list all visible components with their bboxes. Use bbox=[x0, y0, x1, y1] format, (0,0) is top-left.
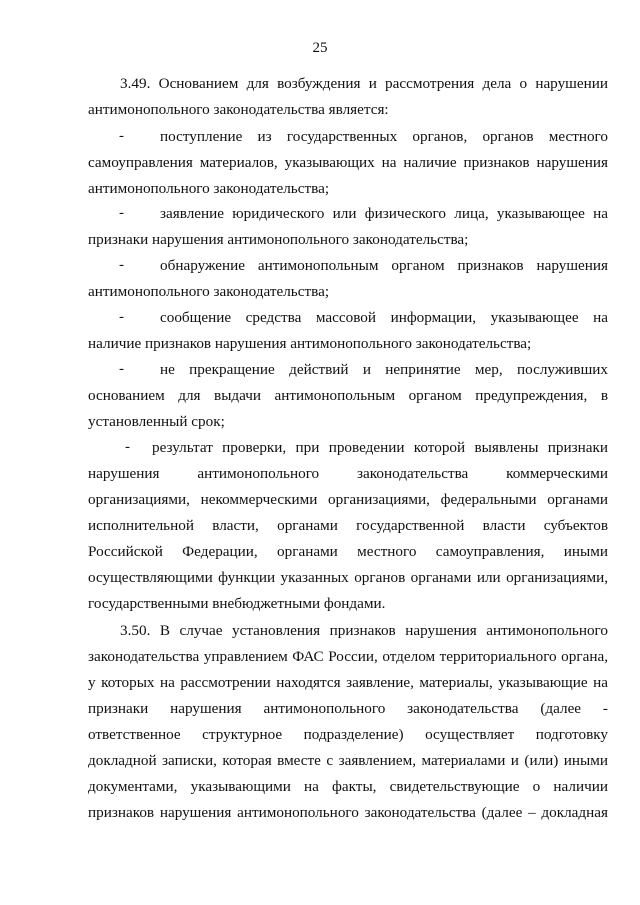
text-line: законодательства управлением ФАС России, отделом территориального органа, bbox=[88, 648, 608, 665]
text-line: поступление из государственных органов, органов местного bbox=[160, 128, 608, 145]
text-line: докладной записки, которая вместе с заявлением, материалами и (или) иными bbox=[88, 752, 608, 769]
text-line: установленный срок; bbox=[88, 413, 225, 430]
text-line: документами, указывающими на факты, свидетельствующие о наличии bbox=[88, 778, 608, 795]
bullet-dash: - bbox=[119, 309, 124, 325]
bullet-dash: - bbox=[119, 128, 124, 144]
text-line: нарушения антимонопольного законодательства коммерческими bbox=[88, 465, 608, 482]
text-line: антимонопольного законодательства; bbox=[88, 180, 330, 197]
text-line: сообщение средства массовой информации, указывающее на bbox=[160, 309, 608, 326]
text-line: основанием для выдачи антимонопольным органом предупреждения, в bbox=[88, 387, 608, 404]
text-line: наличие признаков нарушения антимонопольного законодательства; bbox=[88, 335, 532, 352]
text-line: осуществляющими функции указанных органов органами или организациями, bbox=[88, 569, 608, 586]
text-line: признаки нарушения антимонопольного законодательства; bbox=[88, 231, 469, 248]
bullet-dash: - bbox=[119, 257, 124, 273]
text-line: антимонопольного законодательства; bbox=[88, 283, 330, 300]
text-line: результат проверки, при проведении которой выявлены признаки bbox=[152, 439, 608, 456]
text-line: 3.49. Основанием для возбуждения и рассмотрения дела о нарушении bbox=[120, 75, 608, 92]
text-line: заявление юридического или физического лица, указывающее на bbox=[160, 205, 608, 222]
text-line: у которых на рассмотрении находятся заявление, материалы, указывающие на bbox=[88, 674, 608, 691]
page-number: 25 bbox=[312, 40, 328, 56]
text-line: 3.50. В случае установления признаков нарушения антимонопольного bbox=[120, 622, 608, 639]
text-line: государственными внебюджетными фондами. bbox=[88, 595, 386, 612]
text-line: организациями, некоммерческими организациями, федеральными органами bbox=[88, 491, 608, 508]
text-line: самоуправления материалов, указывающих на наличие признаков нарушения bbox=[88, 154, 608, 171]
bullet-dash: - bbox=[119, 205, 124, 221]
text-line: признаки нарушения антимонопольного законодательства (далее - bbox=[88, 700, 608, 717]
text-line: признаков нарушения антимонопольного законодательства (далее – докладная bbox=[88, 804, 608, 821]
text-line: не прекращение действий и непринятие мер, послуживших bbox=[160, 361, 608, 378]
text-line: обнаружение антимонопольным органом признаков нарушения bbox=[160, 257, 608, 274]
bullet-dash: - bbox=[125, 439, 130, 455]
text-line: исполнительной власти, органами государственной власти субъектов bbox=[88, 517, 608, 534]
text-line: Российской Федерации, органами местного самоуправления, иными bbox=[88, 543, 608, 560]
text-line: ответственное структурное подразделение) осуществляет подготовку bbox=[88, 726, 608, 743]
bullet-dash: - bbox=[119, 361, 124, 377]
text-line: антимонопольного законодательства является: bbox=[88, 101, 389, 118]
